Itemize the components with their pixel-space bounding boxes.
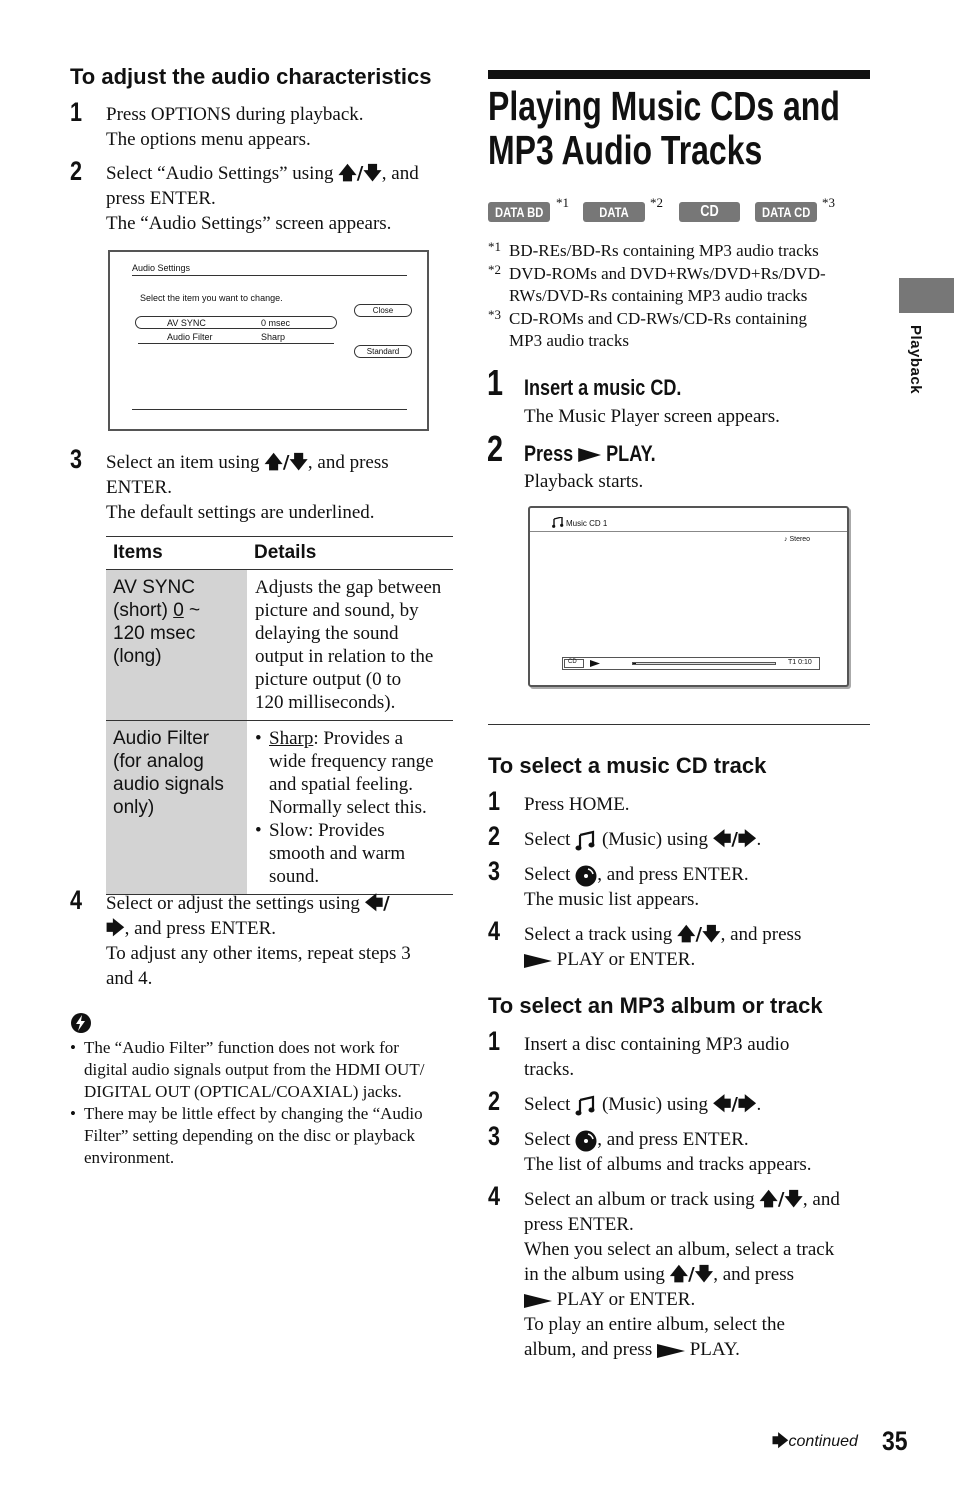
note-item: • There may be little effect by changing the “Audio Filter” setting depending on the disc or playback environment. <box>70 1104 423 1167</box>
divider <box>132 275 407 276</box>
up-down-arrow-icon: 🡅/🡇 <box>264 452 308 473</box>
continued-label: 🡆continued <box>772 1430 858 1457</box>
section-title-cd: To select a music CD track <box>488 753 767 778</box>
step-number: 4 <box>70 885 83 915</box>
side-tab-marker <box>899 278 954 313</box>
notes-list <box>70 1037 424 1169</box>
play-icon <box>524 1294 552 1308</box>
step-1-text: Press OPTIONS during playback. The options menu appears. <box>106 104 364 150</box>
music-note-icon <box>575 830 597 852</box>
play-status-icon <box>590 660 600 667</box>
screen-prompt: Select the item you want to change. <box>140 293 283 303</box>
screen-title: Audio Settings <box>132 263 191 273</box>
up-down-arrow-icon: 🡅/🡇 <box>677 924 721 945</box>
cd-step-2: Select (Music) using 🡄/🡆. <box>524 829 762 850</box>
left-right-arrow-icon: 🡄/🡆 <box>712 1094 757 1115</box>
item-cell: Audio Filter (for analog audio signals only) <box>106 721 247 895</box>
right-arrow-icon: 🡆 <box>106 918 125 939</box>
step-number: 3 <box>488 856 501 886</box>
mp3-step-2: Select (Music) using 🡄/🡆. <box>524 1094 762 1115</box>
step-number: 3 <box>70 444 83 474</box>
standard-button[interactable]: Standard <box>354 345 412 358</box>
play-icon <box>524 954 552 968</box>
up-down-arrow-icon: 🡅/🡇 <box>338 163 382 184</box>
up-down-arrow-icon: 🡅/🡇 <box>759 1189 803 1210</box>
up-down-arrow-icon: 🡅/🡇 <box>669 1264 714 1285</box>
divider <box>138 343 334 344</box>
details-cell: Adjusts the gap between picture and sound, by delaying the sound output in relation to the picture output (0 to 120 milliseconds). <box>247 570 453 721</box>
step-number: 1 <box>488 786 501 816</box>
step-4-text: Select or adjust the settings using 🡄/ 🡆, and press ENTER. To adjust any other items, repeat steps 3 and 4. <box>106 893 411 989</box>
row-label: Audio Filter <box>167 332 213 342</box>
disc-icon <box>575 1130 597 1152</box>
step-subtext: The Music Player screen appears. <box>524 406 780 427</box>
section-divider <box>488 724 870 725</box>
selected-row[interactable] <box>135 316 337 329</box>
mp3-step-1: Insert a disc containing MP3 audio tracks. <box>524 1034 790 1080</box>
play-icon <box>657 1344 685 1358</box>
step-number: 2 <box>488 1086 501 1116</box>
side-tab-label: Playback <box>907 325 924 395</box>
footnote-mark: *2 <box>650 195 663 210</box>
footnotes <box>488 240 826 353</box>
step-number: 1 <box>70 97 83 127</box>
mp3-step-3: Select , and press ENTER. The list of albums and tracks appears. <box>524 1129 812 1175</box>
mp3-step-4: Select an album or track using 🡅/🡇, and press ENTER. When you select an album, select a track in the album using 🡅/🡇, and press PLAY or ENTER. To play an entire album, select the album, and press PLAY. <box>524 1189 840 1360</box>
music-note-icon <box>552 517 564 528</box>
step-subtext: Playback starts. <box>524 471 644 492</box>
page-number: 35 <box>882 1426 908 1456</box>
table-row <box>106 570 453 721</box>
step-number: 3 <box>488 1121 501 1151</box>
row-label: AV SYNC <box>167 318 206 328</box>
step-heading: Insert a music CD. <box>524 375 682 400</box>
data-bd-badge: DATA BD <box>488 202 550 222</box>
footnote: *3 CD-ROMs and CD-RWs/CD-Rs containing MP3 audio tracks <box>488 306 807 350</box>
note-item: • The “Audio Filter” function does not work for digital audio signals output from the HDMI OUT/ DIGITAL OUT (OPTICAL/COAXIAL) jacks. <box>70 1038 425 1101</box>
footnote-mark: *3 <box>822 195 835 210</box>
cd-badge: CD <box>679 202 740 222</box>
footnote: *2 DVD-ROMs and DVD+RWs/DVD+Rs/DVD- RWs/DVD-Rs containing MP3 audio tracks <box>488 261 826 305</box>
section-title-audio: To adjust the audio characteristics <box>70 64 432 89</box>
data-dvd-badge: DATA DVD <box>583 202 645 222</box>
cd-step-3: Select , and press ENTER. The music list appears. <box>524 864 749 910</box>
step-3-text: Select an item using 🡅/🡇, and press ENTER. The default settings are underlined. <box>106 452 389 523</box>
footnote-mark: *1 <box>556 195 569 210</box>
play-icon <box>578 448 601 462</box>
divider <box>530 531 847 532</box>
details-cell: • Sharp: Provides a wide frequency range and spatial feeling. Normally select this. • Slow: Provides smooth and warm sound. <box>247 721 453 895</box>
step-number: 2 <box>488 821 501 851</box>
table-row <box>106 721 453 895</box>
step-2-text: Select “Audio Settings” using 🡅/🡇, and press ENTER. The “Audio Settings” screen appears. <box>106 163 419 234</box>
music-note-icon <box>575 1095 597 1117</box>
cd-step-1: Press HOME. <box>524 794 630 815</box>
settings-table <box>106 536 453 895</box>
progress-track <box>632 662 776 665</box>
step-number: 4 <box>488 1181 501 1211</box>
row-value: Sharp <box>261 332 286 342</box>
column-header-details: Details <box>247 537 453 570</box>
cd-label: CD <box>568 659 577 665</box>
divider <box>132 409 407 410</box>
step-heading: Press PLAY. <box>524 441 656 466</box>
audio-settings-screen <box>108 250 429 431</box>
left-arrow-icon: 🡄/ <box>364 893 390 914</box>
right-arrow-icon: 🡆 <box>772 1431 789 1450</box>
footnote: *1 BD-REs/BD-Rs containing MP3 audio tracks <box>488 239 819 260</box>
screen-title: Music CD 1 <box>566 519 608 528</box>
step-number: 4 <box>488 916 501 946</box>
disc-icon <box>575 865 597 887</box>
left-right-arrow-icon: 🡄/🡆 <box>712 829 757 850</box>
stereo-indicator: ♪ Stereo <box>784 536 811 543</box>
item-cell: AV SYNC (short) 0 ~ 120 msec (long) <box>106 570 247 721</box>
time-readout: T1 0:10 <box>788 659 812 666</box>
step-number: 2 <box>70 156 83 186</box>
music-player-screen <box>528 506 849 687</box>
step-number: 1 <box>487 362 504 403</box>
cd-step-4: Select a track using 🡅/🡇, and press PLAY or ENTER. <box>524 924 802 970</box>
data-cd-badge: DATA CD <box>755 202 817 222</box>
column-header-items: Items <box>106 537 247 570</box>
title-rule <box>488 70 870 79</box>
step-number: 1 <box>488 1026 501 1056</box>
close-button[interactable]: Close <box>354 304 412 317</box>
step-number: 2 <box>487 428 504 469</box>
row-value: 0 msec <box>261 318 291 328</box>
section-title-mp3: To select an MP3 album or track <box>488 993 823 1018</box>
hint-icon <box>70 1012 92 1039</box>
page-title: Playing Music CDs and MP3 Audio Tracks <box>488 83 840 173</box>
